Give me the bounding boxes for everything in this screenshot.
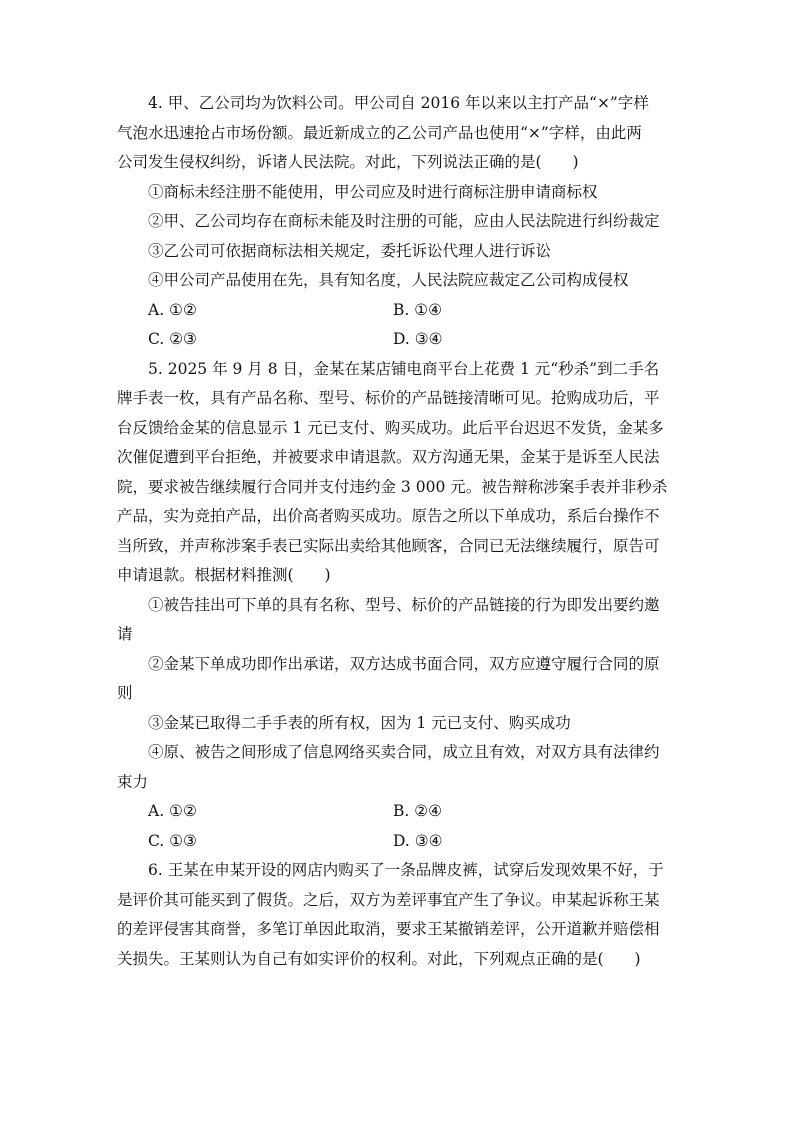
q5-options-row-2 <box>117 827 677 857</box>
q6-stem-line: 的差评侵害其商誉，多笔订单因此取消，要求王某撤销差评，公开道歉并赔偿相 <box>117 920 660 938</box>
q5-option-c[interactable]: C. ①③ <box>148 831 197 850</box>
q4-stem-line: 气泡水迅速抢占市场份额。最近新成立的乙公司产品也使用“×”字样，由此两 <box>117 123 642 142</box>
q4-stem-line: 公司发生侵权纠纷，诉诸人民法院。对此，下列说法正确的是( ) <box>117 153 579 171</box>
exam-page <box>117 89 677 974</box>
q4-statement-3: ③乙公司可依据商标法相关规定，委托诉讼代理人进行诉讼 <box>148 241 552 260</box>
q5-stem-line: 院，要求被告继续履行合同并支付违约金 3 000 元。被告辩称涉案手表并非秒杀 <box>117 477 668 496</box>
q5-statement-1: ①被告挂出可下单的具有名称、型号、标价的产品链接的行为即发出要约邀 <box>148 595 660 614</box>
q4-stem-line: 4. 甲、乙公司均为饮料公司。甲公司自 2016 年以来以主打产品“×”字样 <box>148 94 649 112</box>
q4-options-row-2 <box>117 325 677 355</box>
q5-option-d[interactable]: D. ③④ <box>393 831 443 850</box>
q4-statement-1: ①商标未经注册不能使用，甲公司应及时进行商标注册申请商标权 <box>148 182 598 201</box>
q6-stem-line: 是评价其可能买到了假货。之后，双方为差评事宜产生了争议。申某起诉称王某 <box>117 890 660 909</box>
q5-statement-2-cont: 则 <box>117 684 133 702</box>
q5-stem-line: 当所致，并声称涉案手表已实际出卖给其他顾客，合同已无法继续履行，原告可 <box>117 536 660 555</box>
q5-option-b[interactable]: B. ②④ <box>393 802 443 820</box>
question-6 <box>117 856 677 974</box>
q5-stem-line: 台反馈给金某的信息显示 1 元已支付、购买成功。此后平台迟迟不发货，金某多 <box>117 418 664 437</box>
q5-stem-line: 次催促遭到平台拒绝，并被要求申请退款。双方沟通无果，金某于是诉至人民法 <box>117 448 660 466</box>
q5-stem-line: 产品，实为竞拍产品，出价高者购买成功。原告之所以下单成功，系后台操作不 <box>117 507 660 525</box>
q6-stem-line: 6. 王某在申某开设的网店内购买了一条品牌皮裤，试穿后发现效果不好，于 <box>148 861 664 879</box>
q4-option-d[interactable]: D. ③④ <box>393 330 443 348</box>
q4-option-b[interactable]: B. ①④ <box>393 300 443 319</box>
q5-statement-2: ②金某下单成功即作出承诺，双方达成书面合同，双方应遵守履行合同的原 <box>148 654 660 673</box>
q5-statement-3: ③金某已取得二手手表的所有权，因为 1 元已支付、购买成功 <box>148 713 571 732</box>
q4-options-row-1 <box>117 296 677 326</box>
question-4 <box>117 89 677 355</box>
q4-statement-2: ②甲、乙公司均存在商标未能及时注册的可能，应由人民法院进行纠纷裁定 <box>148 212 660 230</box>
q5-stem-line: 牌手表一枚，具有产品名称、型号、标价的产品链接清晰可见。抢购成功后，平 <box>117 389 660 407</box>
question-5 <box>117 355 677 857</box>
q4-option-a[interactable]: A. ①② <box>148 300 197 319</box>
q5-statement-4: ④原、被告之间形成了信息网络买卖合同，成立且有效，对双方具有法律约 <box>148 743 660 761</box>
q5-stem-line: 申请退款。根据材料推测( ) <box>117 566 331 584</box>
q6-stem-line: 关损失。王某则认为自己有如实评价的权利。对此，下列观点正确的是( ) <box>117 949 641 968</box>
q4-statement-4: ④甲公司产品使用在先，具有知名度，人民法院应裁定乙公司构成侵权 <box>148 271 629 289</box>
q5-options-row-1 <box>117 797 677 827</box>
q5-statement-1-cont: 请 <box>117 625 133 643</box>
q4-option-c[interactable]: C. ②③ <box>148 330 197 348</box>
q5-stem-line: 5. 2025 年 9 月 8 日，金某在某店铺电商平台上花费 1 元“秒杀”到二手名 <box>148 359 660 378</box>
q5-statement-4-cont: 束力 <box>117 772 149 791</box>
q5-option-a[interactable]: A. ①② <box>148 802 197 820</box>
